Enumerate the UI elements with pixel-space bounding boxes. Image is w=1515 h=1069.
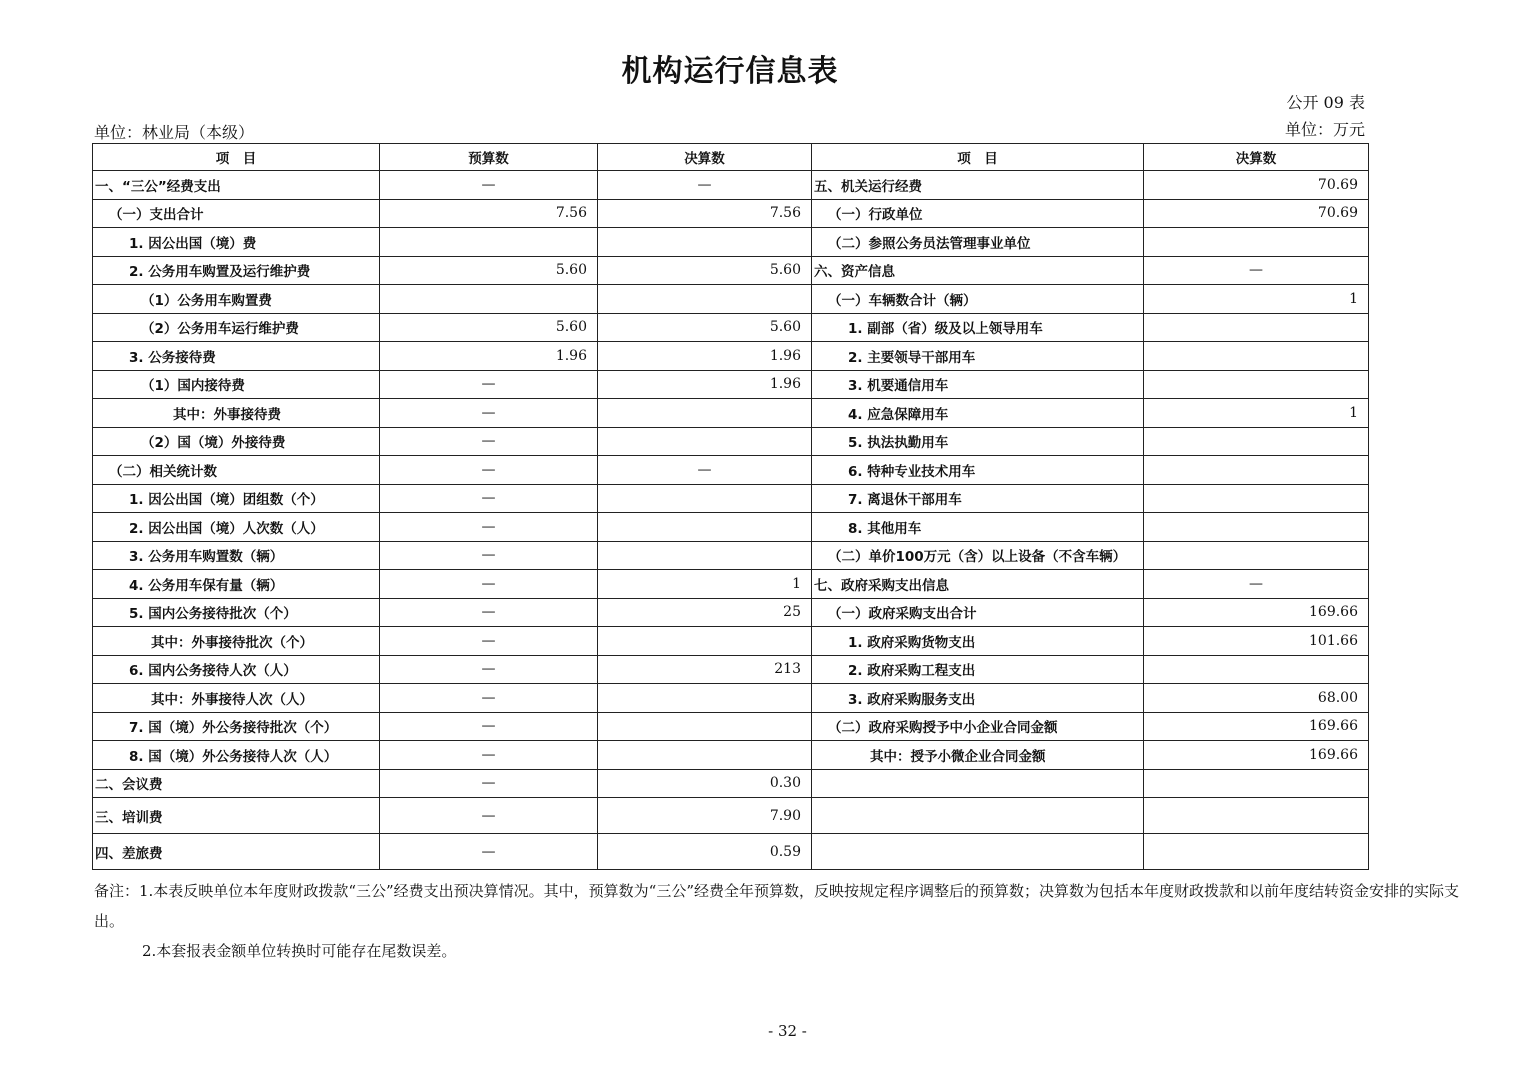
row-item-left: （1）公务用车购置费 <box>93 285 380 314</box>
row-item-left: 三、培训费 <box>93 798 380 834</box>
row-final-value-left: 5.60 <box>598 256 812 285</box>
row-final-value-left <box>598 484 812 513</box>
row-budget-value: — <box>380 684 598 713</box>
note-1: 备注：1.本表反映单位本年度财政拨款“三公”经费支出预决算情况。其中，预算数为“三公”经费全年预算数，反映按规定程序调整后的预算数；决算数为包括本年度财政拨款和以前年度结转资金安排的实际支出。 <box>94 882 1459 930</box>
row-item-left: 四、差旅费 <box>93 834 380 870</box>
row-item-left: 2. 公务用车购置及运行维护费 <box>93 256 380 285</box>
row-final-value-right <box>1144 484 1369 513</box>
table-row <box>93 798 1369 834</box>
table-row <box>93 570 1369 599</box>
row-item-left: 其中：外事接待人次（人） <box>93 684 380 713</box>
row-item-left: 3. 公务接待费 <box>93 342 380 371</box>
table-row <box>93 741 1369 770</box>
row-budget-value: — <box>380 655 598 684</box>
row-item-left: 2. 因公出国（境）人次数（人） <box>93 513 380 542</box>
row-budget-value: — <box>380 484 598 513</box>
row-budget-value: 5.60 <box>380 313 598 342</box>
row-item-right: （二）政府采购授予中小企业合同金额 <box>812 712 1144 741</box>
row-final-value-right <box>1144 427 1369 456</box>
row-final-value-right <box>1144 655 1369 684</box>
row-item-left: 3. 公务用车购置数（辆） <box>93 541 380 570</box>
row-budget-value: — <box>380 798 598 834</box>
table-row <box>93 256 1369 285</box>
row-final-value-right: 169.66 <box>1144 741 1369 770</box>
row-final-value-right: 1 <box>1144 285 1369 314</box>
row-item-left: （1）国内接待费 <box>93 370 380 399</box>
row-item-right: 7. 离退休干部用车 <box>812 484 1144 513</box>
row-item-right: 1. 政府采购货物支出 <box>812 627 1144 656</box>
row-final-value-left <box>598 228 812 257</box>
row-item-right: （一）行政单位 <box>812 199 1144 228</box>
note-2: 2.本套报表金额单位转换时可能存在尾数误差。 <box>142 942 457 960</box>
row-final-value-right: 169.66 <box>1144 598 1369 627</box>
table-row <box>93 171 1369 200</box>
row-item-left: 5. 国内公务接待批次（个） <box>93 598 380 627</box>
row-final-value-left: 0.59 <box>598 834 812 870</box>
table-row <box>93 712 1369 741</box>
row-final-value-right <box>1144 541 1369 570</box>
row-final-value-right <box>1144 834 1369 870</box>
row-item-right: 六、资产信息 <box>812 256 1144 285</box>
table-row <box>93 513 1369 542</box>
row-item-left: （一）支出合计 <box>93 199 380 228</box>
row-budget-value: — <box>380 427 598 456</box>
row-final-value-right <box>1144 228 1369 257</box>
row-final-value-left <box>598 684 812 713</box>
row-item-left: 4. 公务用车保有量（辆） <box>93 570 380 599</box>
row-budget-value: — <box>380 171 598 200</box>
row-final-value-left: 1.96 <box>598 370 812 399</box>
header-final-left: 决算数 <box>598 144 812 171</box>
row-item-right: 1. 副部（省）级及以上领导用车 <box>812 313 1144 342</box>
row-final-value-left <box>598 712 812 741</box>
row-final-value-right <box>1144 456 1369 485</box>
table-row <box>93 199 1369 228</box>
row-item-left: 其中：外事接待费 <box>93 399 380 428</box>
row-budget-value: — <box>380 399 598 428</box>
page-number: - 32 - <box>768 1022 807 1040</box>
table-row <box>93 834 1369 870</box>
row-final-value-right: 101.66 <box>1144 627 1369 656</box>
row-final-value-left: — <box>598 456 812 485</box>
table-row <box>93 285 1369 314</box>
row-final-value-left <box>598 513 812 542</box>
reporting-unit: 单位：林业局（本级） <box>94 123 255 142</box>
row-final-value-left: 213 <box>598 655 812 684</box>
row-final-value-left <box>598 399 812 428</box>
row-final-value-left <box>598 627 812 656</box>
row-item-right: （一）车辆数合计（辆） <box>812 285 1144 314</box>
row-final-value-right <box>1144 769 1369 798</box>
table-header-row <box>93 144 1369 171</box>
row-item-right: 2. 政府采购工程支出 <box>812 655 1144 684</box>
info-table <box>92 143 1369 870</box>
table-row <box>93 370 1369 399</box>
row-final-value-right <box>1144 342 1369 371</box>
row-item-left: 8. 国（境）外公务接待人次（人） <box>93 741 380 770</box>
row-final-value-right: 70.69 <box>1144 199 1369 228</box>
row-item-left: 1. 因公出国（境）团组数（个） <box>93 484 380 513</box>
row-item-right: 2. 主要领导干部用车 <box>812 342 1144 371</box>
row-item-right: 七、政府采购支出信息 <box>812 570 1144 599</box>
row-item-right: （二）参照公务员法管理事业单位 <box>812 228 1144 257</box>
row-final-value-left: 1 <box>598 570 812 599</box>
row-budget-value: — <box>380 456 598 485</box>
row-budget-value: — <box>380 598 598 627</box>
row-budget-value: — <box>380 741 598 770</box>
row-budget-value <box>380 285 598 314</box>
row-budget-value: — <box>380 541 598 570</box>
row-item-right: 5. 执法执勤用车 <box>812 427 1144 456</box>
row-final-value-left <box>598 285 812 314</box>
row-item-left: （2）国（境）外接待费 <box>93 427 380 456</box>
row-item-left: （二）相关统计数 <box>93 456 380 485</box>
row-budget-value: — <box>380 370 598 399</box>
currency-unit: 单位：万元 <box>1284 120 1365 139</box>
table-row <box>93 598 1369 627</box>
row-budget-value: — <box>380 769 598 798</box>
row-budget-value: 7.56 <box>380 199 598 228</box>
table-row <box>93 684 1369 713</box>
row-final-value-right <box>1144 370 1369 399</box>
row-budget-value: — <box>380 834 598 870</box>
table-row <box>93 399 1369 428</box>
row-item-right: 8. 其他用车 <box>812 513 1144 542</box>
table-row <box>93 342 1369 371</box>
table-row <box>93 456 1369 485</box>
row-final-value-right: 169.66 <box>1144 712 1369 741</box>
row-item-left: 二、会议费 <box>93 769 380 798</box>
form-number: 公开 09 表 <box>1286 93 1365 112</box>
row-final-value-left: 7.56 <box>598 199 812 228</box>
table-row <box>93 427 1369 456</box>
row-budget-value: 5.60 <box>380 256 598 285</box>
row-budget-value: — <box>380 570 598 599</box>
row-item-left: 6. 国内公务接待人次（人） <box>93 655 380 684</box>
row-item-right: 4. 应急保障用车 <box>812 399 1144 428</box>
row-item-right: 6. 特种专业技术用车 <box>812 456 1144 485</box>
row-final-value-right: — <box>1144 256 1369 285</box>
row-final-value-right: 70.69 <box>1144 171 1369 200</box>
row-item-left: 7. 国（境）外公务接待批次（个） <box>93 712 380 741</box>
header-item-left: 项 目 <box>93 144 380 171</box>
row-item-right: 五、机关运行经费 <box>812 171 1144 200</box>
row-final-value-right: 68.00 <box>1144 684 1369 713</box>
row-item-left: 一、“三公”经费支出 <box>93 171 380 200</box>
row-final-value-left: 1.96 <box>598 342 812 371</box>
table-row <box>93 655 1369 684</box>
row-item-right: 3. 机要通信用车 <box>812 370 1144 399</box>
table-row <box>93 541 1369 570</box>
row-item-right <box>812 834 1144 870</box>
row-final-value-left: — <box>598 171 812 200</box>
table-row <box>93 484 1369 513</box>
row-item-left: 其中：外事接待批次（个） <box>93 627 380 656</box>
row-item-right: （二）单价100万元（含）以上设备（不含车辆） <box>812 541 1144 570</box>
row-budget-value: 1.96 <box>380 342 598 371</box>
header-item-right: 项 目 <box>812 144 1144 171</box>
row-budget-value: — <box>380 712 598 741</box>
row-final-value-left <box>598 427 812 456</box>
table-row <box>93 228 1369 257</box>
table-row <box>93 627 1369 656</box>
header-budget: 预算数 <box>380 144 598 171</box>
row-item-left: 1. 因公出国（境）费 <box>93 228 380 257</box>
row-final-value-left: 0.30 <box>598 769 812 798</box>
row-final-value-left: 7.90 <box>598 798 812 834</box>
row-final-value-left <box>598 741 812 770</box>
table-row <box>93 769 1369 798</box>
row-item-right <box>812 798 1144 834</box>
row-item-right: 其中：授予小微企业合同金额 <box>812 741 1144 770</box>
row-item-left: （2）公务用车运行维护费 <box>93 313 380 342</box>
notes <box>94 876 1474 966</box>
table-row <box>93 313 1369 342</box>
row-budget-value: — <box>380 513 598 542</box>
row-item-right: 3. 政府采购服务支出 <box>812 684 1144 713</box>
row-final-value-left <box>598 541 812 570</box>
row-final-value-right <box>1144 798 1369 834</box>
page-title: 机构运行信息表 <box>621 54 839 89</box>
row-final-value-left: 5.60 <box>598 313 812 342</box>
row-item-right: （一）政府采购支出合计 <box>812 598 1144 627</box>
header-final-right: 决算数 <box>1144 144 1369 171</box>
row-final-value-left: 25 <box>598 598 812 627</box>
row-budget-value <box>380 228 598 257</box>
row-final-value-right: — <box>1144 570 1369 599</box>
row-final-value-right <box>1144 313 1369 342</box>
row-final-value-right: 1 <box>1144 399 1369 428</box>
row-final-value-right <box>1144 513 1369 542</box>
row-item-right <box>812 769 1144 798</box>
row-budget-value: — <box>380 627 598 656</box>
